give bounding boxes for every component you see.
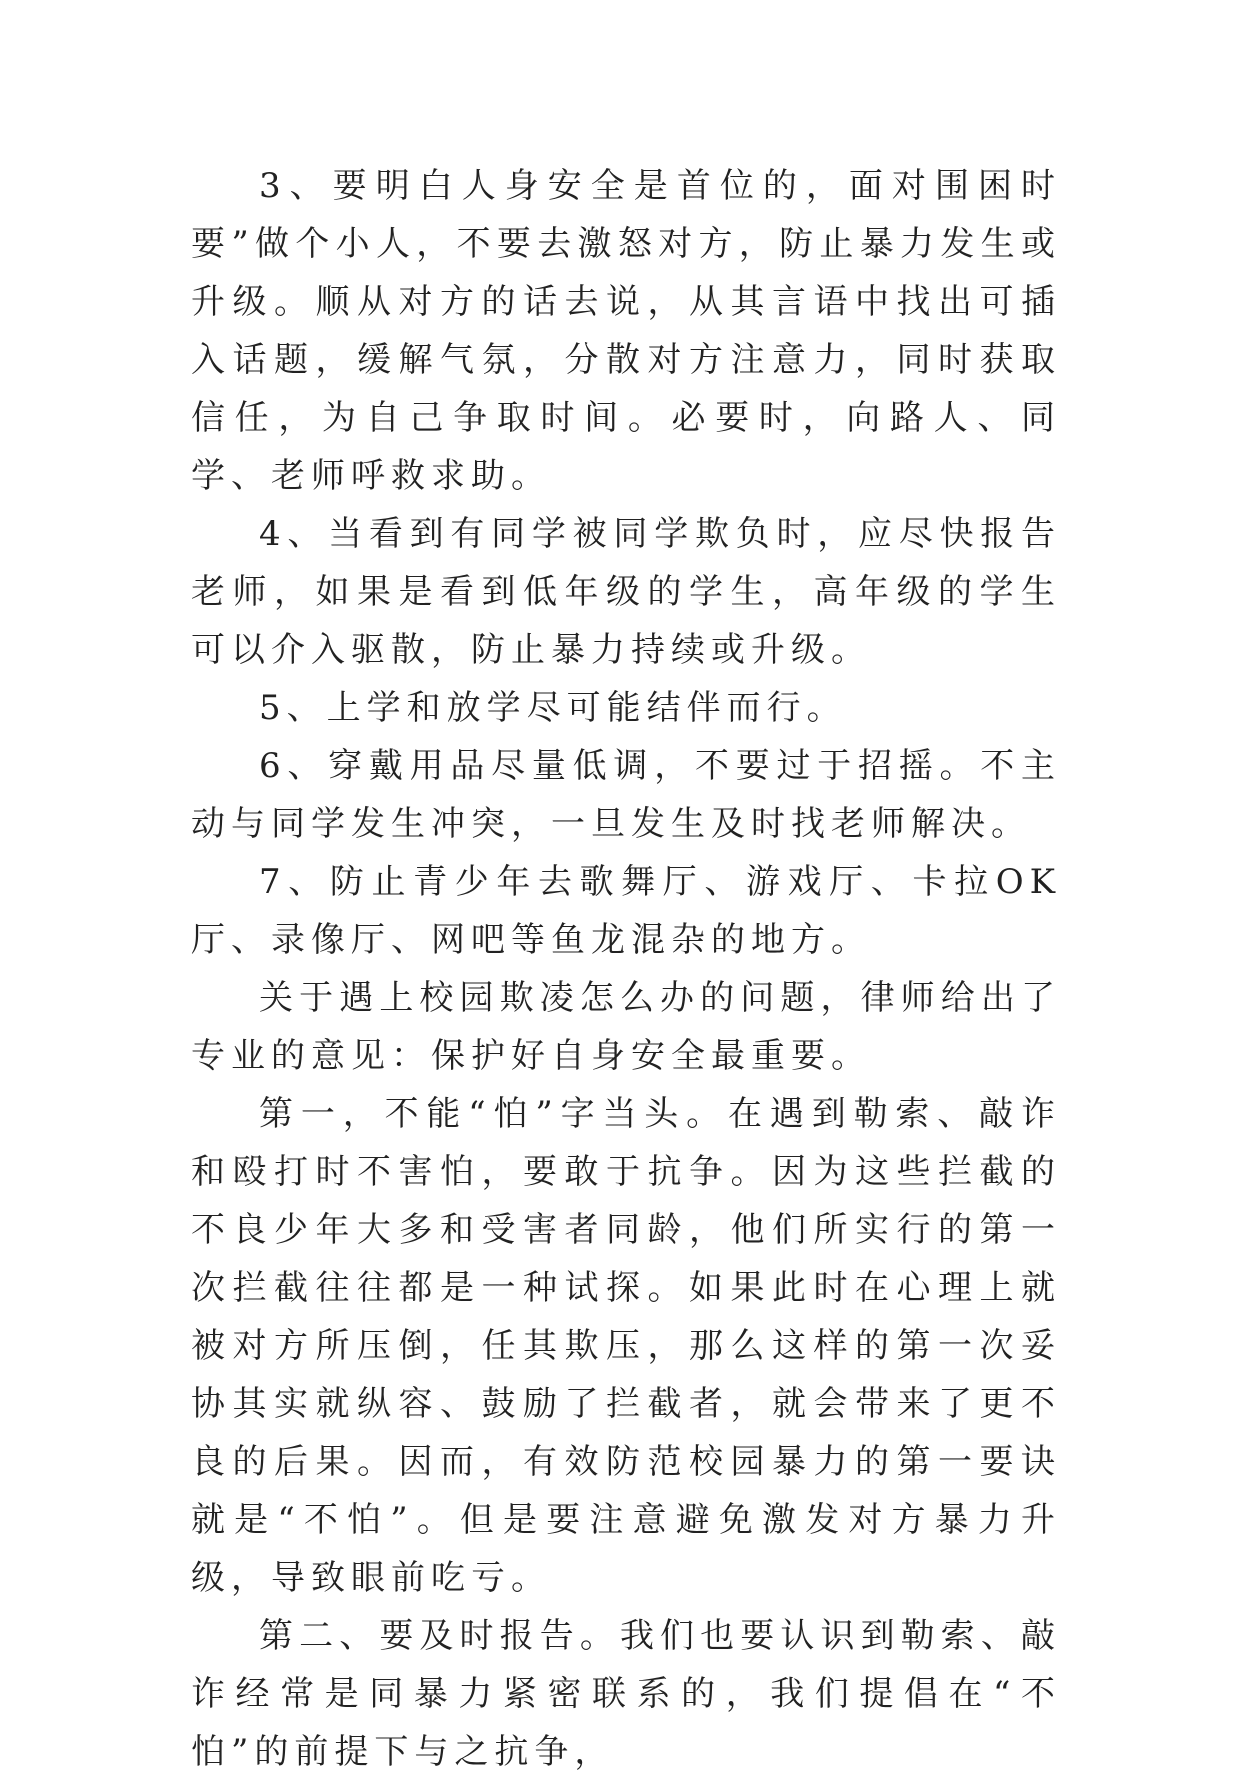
paragraph-item-3: 3、要明白人身安全是首位的，面对围困时要”做个小人，不要去激怒对方，防止暴力发生或升级。顺从对方的话去说，从其言语中找出可插入话题，缓解气氛，分散对方注意力，同时获取信任，为自己争取时间。必要时，向路人、同学、老师呼救求助。 <box>191 166 1061 496</box>
paragraph-second-point: 第二、要及时报告。我们也要认识到勒索、敲诈经常是同暴力紧密联系的，我们提倡在“不怕”的前提下与之抗争， <box>191 1616 1061 1772</box>
paragraph-item-6: 6、穿戴用品尽量低调，不要过于招摇。不主动与同学发生冲突，一旦发生及时找老师解决。 <box>191 746 1061 844</box>
paragraph-first-point: 第一，不能“怕”字当头。在遇到勒索、敲诈和殴打时不害怕，要敢于抗争。因为这些拦截的不良少年大多和受害者同龄，他们所实行的第一次拦截往往都是一种试探。如果此时在心理上就被对方所压倒，任其欺压，那么这样的第一次妥协其实就纵容、鼓励了拦截者，就会带来了更不良的后果。因而，有效防范校园暴力的第一要诀就是“不怕”。但是要注意避免激发对方暴力升级，导致眼前吃亏。 <box>191 1094 1061 1598</box>
paragraph-item-5: 5、上学和放学尽可能结伴而行。 <box>259 688 847 728</box>
document-body <box>191 157 1061 1781</box>
paragraph-lawyer-advice: 关于遇上校园欺凌怎么办的问题，律师给出了专业的意见：保护好自身安全最重要。 <box>191 978 1061 1076</box>
paragraph-item-4: 4、当看到有同学被同学欺负时，应尽快报告老师，如果是看到低年级的学生，高年级的学生可以介入驱散，防止暴力持续或升级。 <box>191 514 1061 670</box>
paragraph-item-7: 7、防止青少年去歌舞厅、游戏厅、卡拉OK厅、录像厅、网吧等鱼龙混杂的地方。 <box>191 862 1061 960</box>
